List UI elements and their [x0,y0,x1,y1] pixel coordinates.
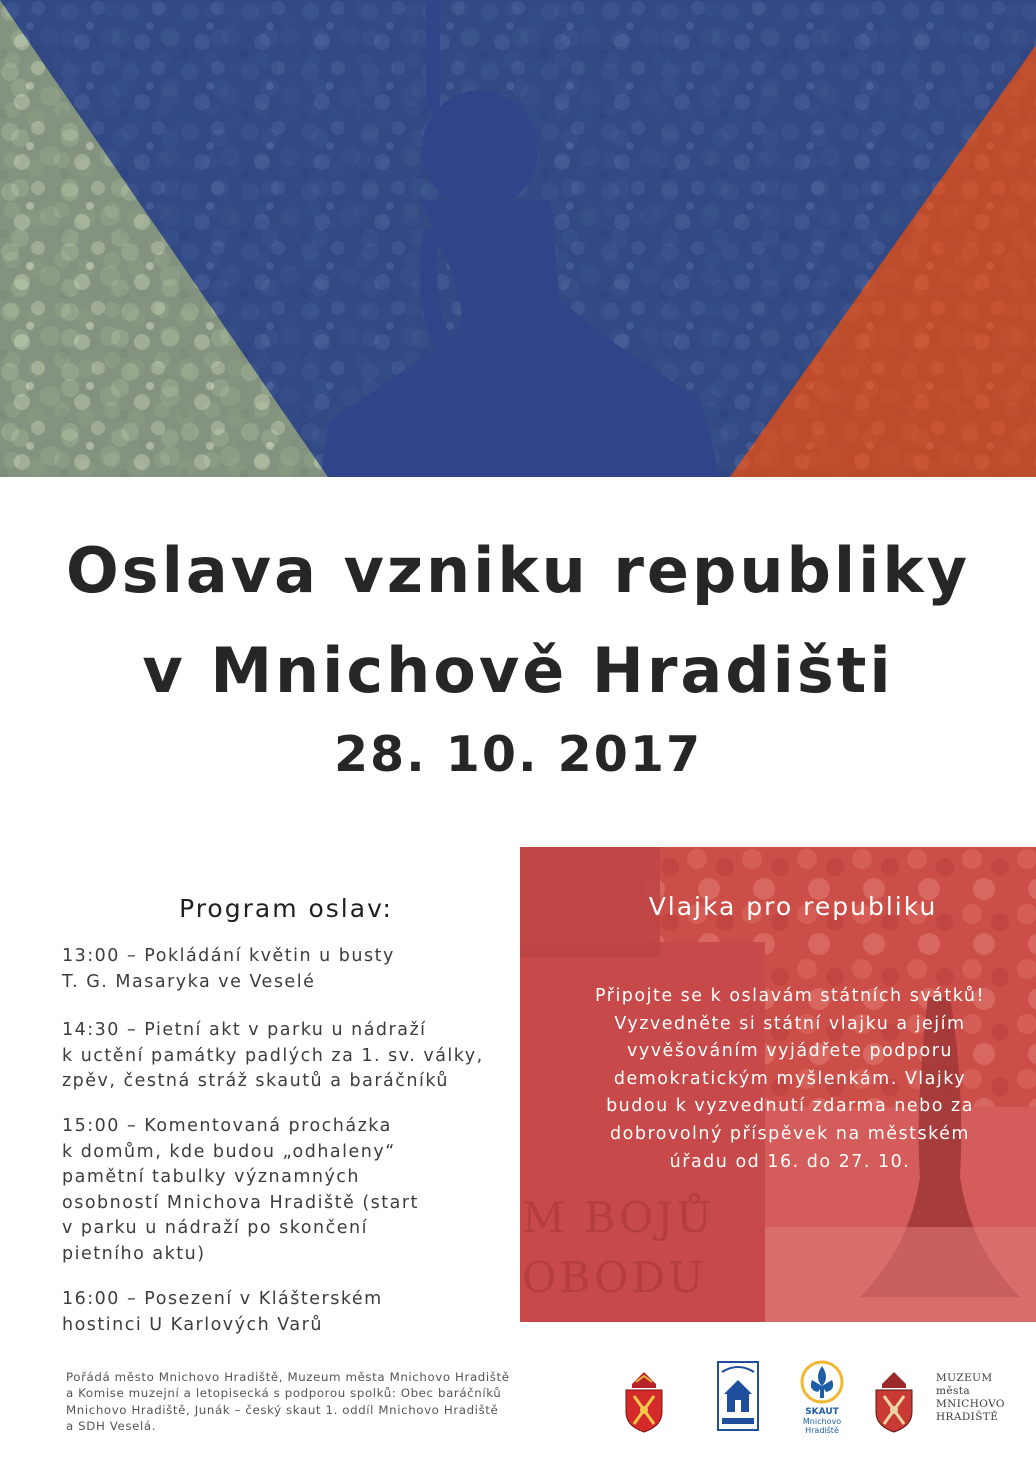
hero-image [0,0,1036,477]
program-item-1500: 15:00 – Komentovaná procházka k domům, kde budou „odhaleny“ pamětní tabulky významných osobností Mnichova Hradiště (start v parku u nádraží po skončení pietního aktu) [62,1116,419,1264]
flag-heading: Vlajka pro republiku [648,892,938,921]
museum-line3: MNICHOVO [936,1398,1005,1410]
skaut-name: SKAUT [805,1407,839,1417]
skaut-place: Mnichovo Hradiště [802,1417,842,1435]
museum-coat-of-arms-logo [872,1368,916,1434]
page-title-line1: Oslava vzniku republiky [65,534,971,607]
monument-inscription-line2: OBODU [522,1253,707,1302]
skaut-logo [800,1360,844,1406]
museum-line1: MUZEUM [936,1372,993,1384]
program-item-1600: 16:00 – Posezení v Klášterském hostinci U Karlových Varů [62,1289,383,1335]
museum-line2: města [936,1385,971,1397]
city-coat-of-arms-logo [622,1368,666,1434]
skaut-logo-label [796,1408,848,1435]
page-title-line2: v Mnichově Hradišti [142,634,894,707]
event-date: 28. 10. 2017 [333,726,703,783]
barakniky-logo [716,1360,760,1432]
hero-illustration [0,0,1036,477]
museum-line4: HRADIŠTĚ [936,1411,999,1423]
program-heading: Program oslav: [179,894,393,923]
flag-text: Připojte se k oslavám státních svátků! Vyzvedněte si státní vlajku a jejím vyvěšováním vyjádřete podporu demokratickým myšlenkám. Vlajky budou k vyzvednutí zdarma nebo za dobrovolný příspěvek na městském úřadu od 16. do 27. 10. [595,986,985,1172]
program-item-1430: 14:30 – Pietní akt v parku u nádraží k uctění památky padlých za 1. sv. války, zpěv, čestná stráž skautů a baráčníků [62,1020,484,1091]
organizers-text: Pořádá město Mnichovo Hradiště, Muzeum města Mnichovo Hradiště a Komise muzejní a letopisecká s podporou spolků: Obec baráčníků Mnichovo Hradiště, Junák – český skaut 1. oddíl Mnichovo Hradiště a SDH Veselá. [66,1370,510,1434]
monument-inscription-line1: M BOJŮ [522,1193,715,1242]
museum-logo-text [936,1372,1031,1424]
program-item-1300: 13:00 – Pokládání květin u busty T. G. Masaryka ve Veselé [62,946,395,992]
